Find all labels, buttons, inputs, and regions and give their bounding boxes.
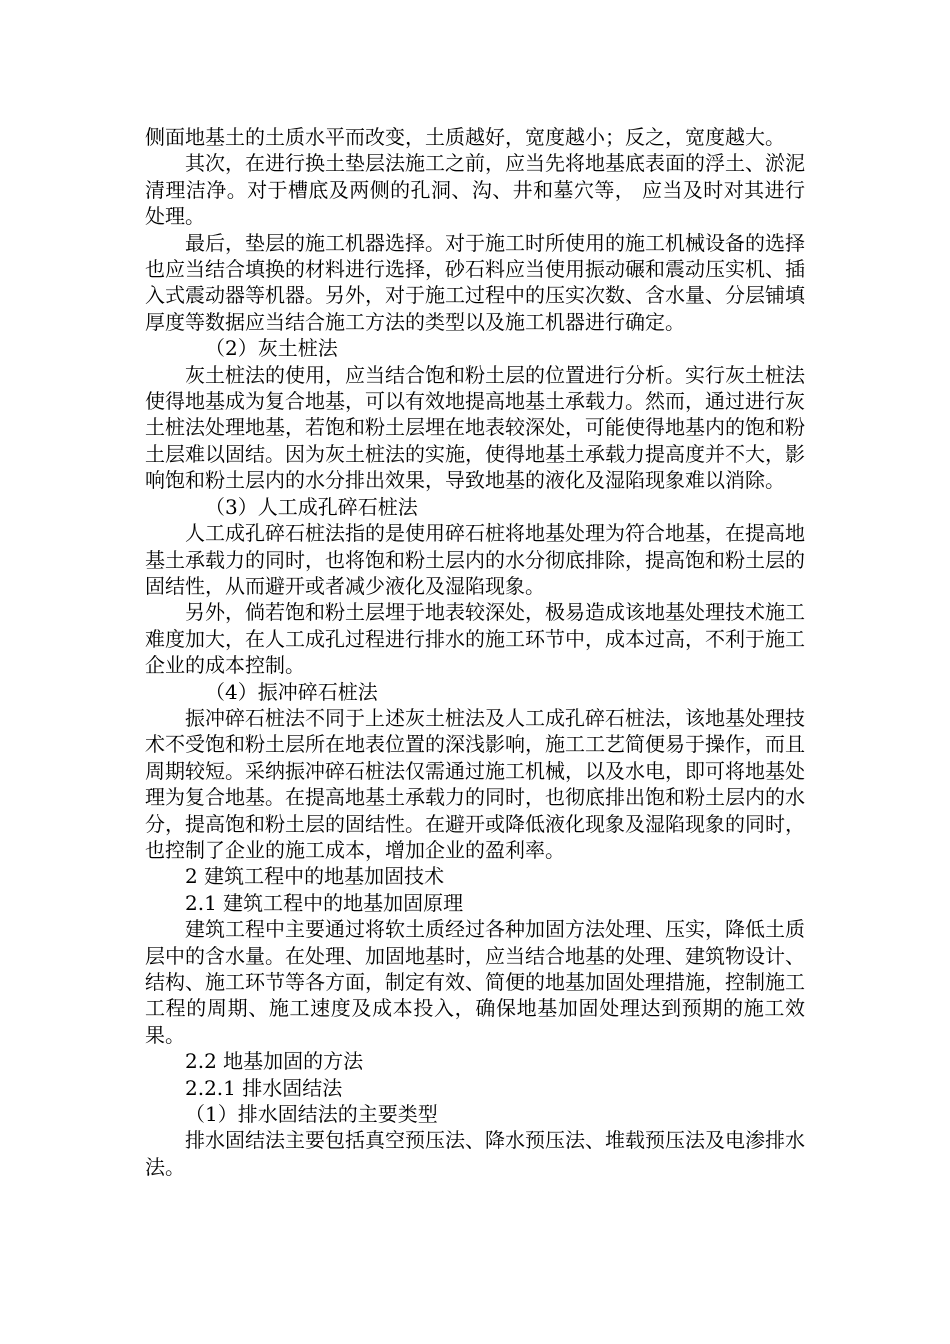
paragraph-drainage-types: 排水固结法主要包括真空预压法、降水预压法、堆载预压法及电渗排水法。 — [145, 1128, 805, 1179]
paragraph-manual-gravel-pile-cost: 另外，倘若饱和粉土层埋于地表较深处，极易造成该地基处理技术施工难度加大，在人工成孔过程进行排水的施工环节中，成本过高，不利于施工企业的成本控制。 — [145, 600, 805, 678]
heading-section-2-1: 2.1 建筑工程中的地基加固原理 — [185, 890, 464, 915]
heading-drainage-types: （1）排水固结法的主要类型 — [185, 1102, 438, 1127]
paragraph-vibro-gravel-pile: 振冲碎石桩法不同于上述灰土桩法及人工成孔碎石桩法，该地基处理技术不受饱和粉土层所在地表位置的深浅影响，施工工艺简便易于操作，而且周期较短。采纳振冲碎石桩法仅需通过施工机械，以及水电，即可将地基处理为复合地基。在提高地基土承载力的同时，也彻底排出饱和粉土层内的水分，提高饱和粉土层的固结性。在避开或降低液化现象及湿陷现象的同时，也控制了企业的施工成本，增加企业的盈利率。 — [145, 705, 805, 862]
heading-section-2-2-1: 2.2.1 排水固结法 — [185, 1075, 343, 1100]
heading-lime-soil-pile: （2）灰土桩法 — [205, 336, 338, 361]
heading-section-2-2: 2.2 地基加固的方法 — [185, 1049, 364, 1074]
heading-manual-gravel-pile: （3）人工成孔碎石桩法 — [205, 494, 418, 519]
heading-section-2: 2 建筑工程中的地基加固技术 — [185, 864, 445, 889]
paragraph-machine-selection: 最后，垫层的施工机器选择。对于施工时所使用的施工机械设备的选择也应当结合填换的材料进行选择，砂石料应当使用振动碾和震动压实机、插入式震动器等机器。另外，对于施工过程中的压实次数、含水量、分层铺填厚度等数据应当结合施工方法的类型以及施工机器进行确定。 — [145, 230, 805, 334]
paragraph-cleaning: 其次，在进行换土垫层法施工之前，应当先将地基底表面的浮土、淤泥清理洁净。对于槽底及两侧的孔洞、沟、井和墓穴等， 应当及时对其进行处理。 — [145, 151, 805, 229]
paragraph-lime-soil-pile: 灰土桩法的使用，应当结合饱和粉土层的位置进行分析。实行灰土桩法使得地基成为复合地基，可以有效地提高地基土承载力。然而，通过进行灰土桩法处理地基，若饱和粉土层埋在地表较深处，可能使得地基内的饱和粉土层难以固结。因为灰土桩法的实施，使得地基土承载力提高度并不大，影响饱和粉土层内的水分排出效果，导致地基的液化及湿陷现象难以消除。 — [145, 362, 805, 493]
heading-vibro-gravel-pile: （4）振冲碎石桩法 — [205, 679, 378, 704]
paragraph-reinforcement-principle: 建筑工程中主要通过将软土质经过各种加固方法处理、压实，降低土质层中的含水量。在处理、加固地基时，应当结合地基的处理、建筑物设计、结构、施工环节等各方面，制定有效、简便的地基加固处理措施，控制施工工程的周期、施工速度及成本投入，确保地基加固处理达到预期的施工效果。 — [145, 917, 805, 1047]
paragraph-foundation-width: 侧面地基土的土质水平而改变，土质越好，宽度越小；反之，宽度越大。 — [145, 125, 785, 149]
document-body — [145, 124, 805, 1180]
paragraph-manual-gravel-pile: 人工成孔碎石桩法指的是使用碎石桩将地基处理为符合地基，在提高地基土承载力的同时，也将饱和粉土层内的水分彻底排除，提高饱和粉土层的固结性，从而避开或者减少液化及湿陷现象。 — [145, 521, 805, 598]
